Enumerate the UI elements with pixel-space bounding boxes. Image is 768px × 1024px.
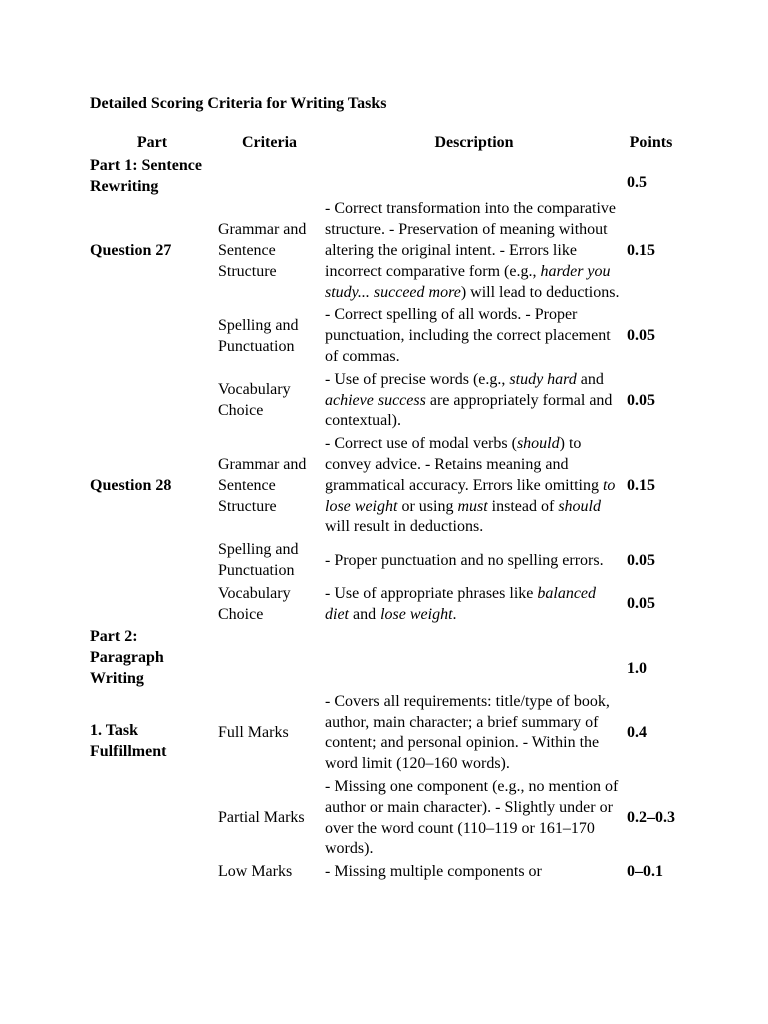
question-28-label: Question 28 bbox=[90, 476, 172, 494]
part2-row bbox=[88, 626, 677, 690]
document-title: Detailed Scoring Criteria for Writing Tasks bbox=[90, 95, 387, 112]
emphasis-text: study hard bbox=[509, 370, 577, 388]
task-fulfillment-label: 1. Task Fulfillment bbox=[90, 721, 167, 760]
emphasis-text: should bbox=[558, 497, 601, 515]
description-cell bbox=[323, 369, 625, 433]
points-cell: 0.15 bbox=[627, 241, 655, 259]
description-text: will result in deductions. bbox=[325, 518, 484, 536]
emphasis-text: harder you study... succeed more bbox=[325, 262, 611, 301]
header-criteria: Criteria bbox=[241, 134, 298, 151]
table-row bbox=[88, 369, 677, 433]
part1-points: 0.5 bbox=[627, 174, 647, 192]
criteria-cell: Spelling and Punctuation bbox=[218, 541, 299, 579]
description-text: or using bbox=[397, 497, 458, 515]
emphasis-text: must bbox=[457, 497, 488, 515]
header-part: Part bbox=[136, 134, 168, 151]
criteria-cell: Grammar and Sentence Structure bbox=[218, 221, 307, 280]
description-cell bbox=[323, 433, 625, 539]
emphasis-text: achieve success bbox=[325, 391, 426, 409]
description-text: ) will lead to deductions. bbox=[460, 283, 620, 301]
description-text: . bbox=[452, 605, 457, 623]
question-27-label: Question 27 bbox=[90, 241, 172, 259]
table-row bbox=[88, 861, 677, 884]
criteria-cell: Low Marks bbox=[218, 863, 293, 881]
table-row bbox=[88, 304, 677, 368]
points-cell: 0.05 bbox=[627, 391, 655, 409]
header-points: Points bbox=[629, 134, 673, 151]
description-text: - Covers all requirements: title/type of book, author, main character; a brief summary of content; and personal opinion. - Within the word limit (120–160 words). bbox=[325, 692, 610, 773]
description-text: instead of bbox=[487, 497, 559, 515]
description-text: - Use of precise words (e.g., bbox=[325, 370, 510, 388]
description-cell bbox=[323, 776, 625, 861]
description-text: ) to convey advice. - Retains meaning and grammatical accuracy. Errors like omitting bbox=[325, 435, 603, 494]
criteria-cell: Full Marks bbox=[218, 723, 289, 741]
part2-points: 1.0 bbox=[627, 659, 647, 677]
part2-label: Part 2: Paragraph Writing bbox=[90, 628, 164, 687]
points-cell: 0–0.1 bbox=[627, 863, 663, 881]
part1-label: Part 1: Sentence Rewriting bbox=[90, 156, 202, 195]
points-cell: 0.4 bbox=[627, 723, 647, 741]
table-row bbox=[88, 583, 677, 627]
table-row bbox=[88, 691, 677, 776]
description-cell bbox=[323, 691, 625, 776]
description-text: are appropriately formal and contextual). bbox=[325, 391, 613, 430]
table-row bbox=[88, 776, 677, 861]
points-cell: 0.05 bbox=[627, 551, 655, 569]
table-row bbox=[88, 433, 677, 539]
emphasis-text: lose weight bbox=[380, 605, 453, 623]
description-text: - Missing multiple components or bbox=[325, 863, 542, 881]
description-text: - Correct transformation into the comparative structure. - Preservation of meaning without altering the original intent. - Errors like incorrect comparative form (e.g., bbox=[325, 200, 617, 280]
emphasis-text: to lose weight bbox=[325, 476, 616, 515]
description-cell bbox=[323, 304, 625, 368]
table-header-row bbox=[88, 132, 677, 155]
emphasis-text: balanced diet bbox=[325, 584, 597, 623]
table-row bbox=[88, 198, 677, 304]
description-cell bbox=[323, 539, 625, 583]
description-text: - Proper punctuation and no spelling errors. bbox=[325, 551, 604, 569]
description-text: - Correct spelling of all words. - Proper punctuation, including the correct placement of commas. bbox=[325, 306, 611, 365]
points-cell: 0.05 bbox=[627, 595, 655, 613]
points-cell: 0.05 bbox=[627, 327, 655, 345]
description-cell bbox=[323, 198, 625, 304]
description-cell bbox=[323, 583, 625, 627]
criteria-cell: Partial Marks bbox=[218, 809, 305, 827]
part1-row bbox=[88, 155, 677, 199]
criteria-cell: Grammar and Sentence Structure bbox=[218, 455, 307, 515]
points-cell: 0.2–0.3 bbox=[627, 809, 675, 827]
scoring-criteria-table bbox=[88, 132, 677, 884]
criteria-cell: Vocabulary Choice bbox=[218, 584, 291, 623]
emphasis-text: should bbox=[516, 435, 560, 453]
points-cell: 0.15 bbox=[627, 476, 655, 494]
table-row bbox=[88, 539, 677, 583]
description-cell bbox=[323, 861, 625, 884]
criteria-cell: Spelling and Punctuation bbox=[218, 316, 299, 355]
description-text: - Missing one component (e.g., no mention of author or main character). - Slightly under or over the word count (110–119 or 161–170 words). bbox=[325, 777, 619, 858]
description-text: and bbox=[576, 370, 604, 388]
description-text: - Correct use of modal verbs ( bbox=[325, 435, 517, 453]
description-text: - Use of appropriate phrases like bbox=[325, 584, 538, 602]
criteria-cell: Vocabulary Choice bbox=[218, 381, 291, 419]
description-text: and bbox=[349, 605, 381, 623]
header-description: Description bbox=[434, 134, 514, 151]
